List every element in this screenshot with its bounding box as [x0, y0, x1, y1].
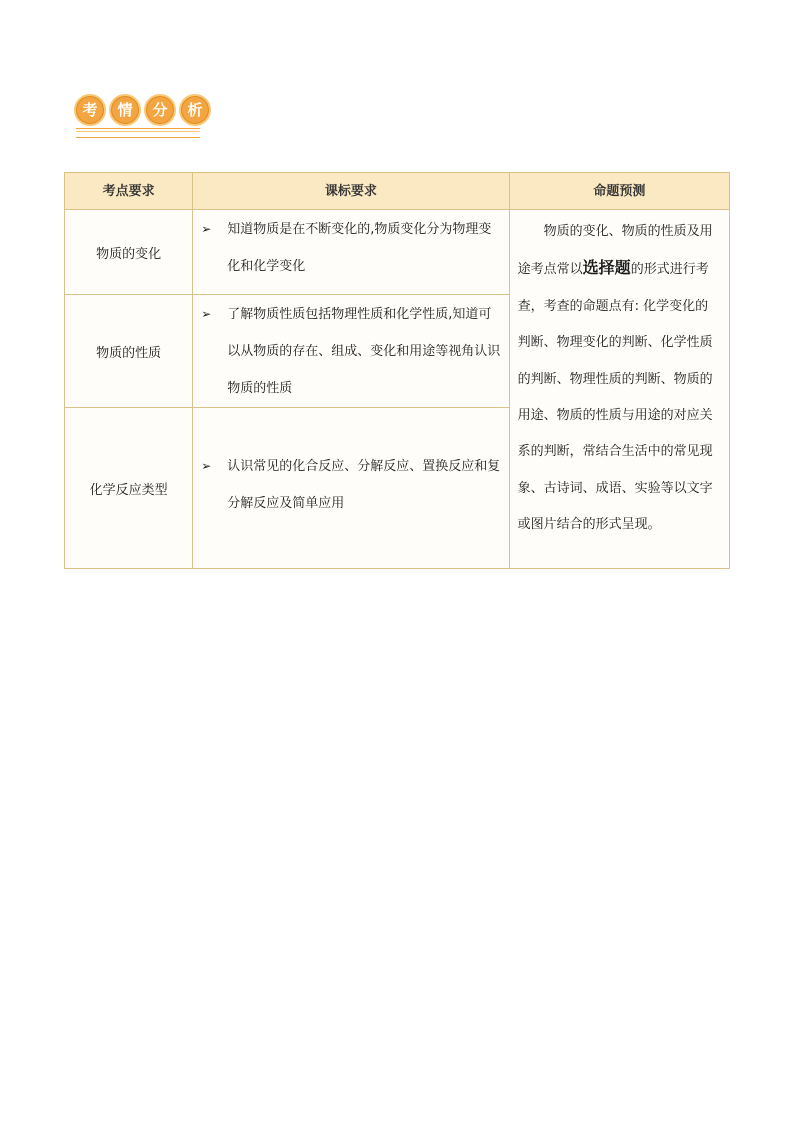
badge-char: 分	[144, 94, 176, 126]
section-badge	[74, 94, 211, 138]
topic-cell: 物质的变化	[65, 210, 193, 295]
requirement-text: 认识常见的化合反应、分解反应、置换反应和复分解反应及简单应用	[227, 458, 501, 511]
column-header-topic: 考点要求	[65, 173, 193, 210]
badge-char: 考	[74, 94, 106, 126]
badge-char: 析	[179, 94, 211, 126]
requirement-item	[201, 455, 502, 522]
requirement-text: 了解物质性质包括物理性质和化学性质,知道可以从物质的存在、组成、变化和用途等视角认识物质的性质	[227, 307, 501, 396]
requirement-item	[201, 218, 502, 285]
arrow-bullet-icon: ➢	[201, 222, 212, 236]
column-header-prediction: 命题预测	[509, 173, 729, 210]
requirement-cell	[193, 408, 509, 569]
badge-char: 情	[109, 94, 141, 126]
requirement-item	[201, 303, 502, 407]
prediction-text: 的形式进行考查，考查的命题点有: 化学变化的判断、物理变化的判断、化学性质的判断、物理性质的判断、物质的用途、物质的性质与用途的对应关系的判断，常结合生活中的常见现象、古诗词、成语、实验等以文字或图片结合的形式呈现。	[517, 262, 713, 533]
prediction-cell	[509, 210, 729, 569]
column-header-requirement: 课标要求	[193, 173, 509, 210]
prediction-text: 物质的变化、物质的性质及用途考点常以	[517, 224, 713, 278]
topic-cell: 化学反应类型	[65, 408, 193, 569]
analysis-table	[64, 172, 730, 569]
arrow-bullet-icon: ➢	[201, 307, 212, 321]
topic-cell: 物质的性质	[65, 295, 193, 408]
requirement-cell	[193, 210, 509, 295]
prediction-emphasis: 选择题	[582, 258, 631, 278]
requirement-cell	[193, 295, 509, 408]
table-row	[65, 210, 730, 295]
table-header-row	[65, 173, 730, 210]
badge-underline	[76, 128, 200, 138]
arrow-bullet-icon: ➢	[201, 458, 212, 473]
requirement-text: 知道物质是在不断变化的,物质变化分为物理变化和化学变化	[227, 222, 492, 274]
